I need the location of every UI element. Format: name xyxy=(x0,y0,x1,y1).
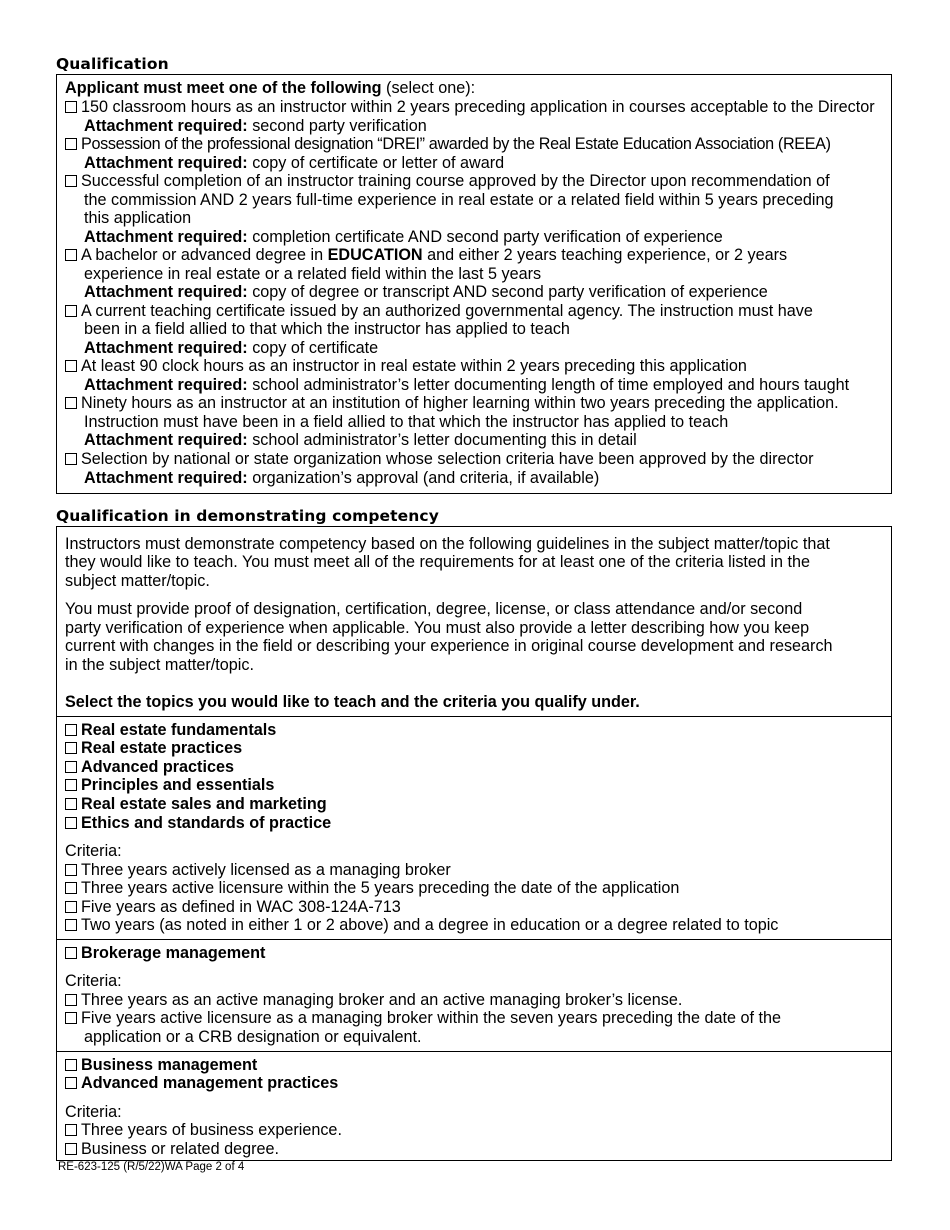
option-8-checkbox[interactable] xyxy=(65,453,77,465)
competency-para2-line: You must provide proof of designation, certification, degree, license, or class attendance and/or second xyxy=(65,600,803,618)
option-5-checkbox[interactable] xyxy=(65,305,77,317)
group2-criteria-1-checkbox[interactable] xyxy=(65,994,77,1006)
qualification-option: Possession of the professional designation “DREI” awarded by the Real Estate Education Association (REEA) xyxy=(65,135,831,154)
qualification-option: A bachelor or advanced degree in EDUCATION and either 2 years teaching experience, or 2 years xyxy=(65,246,787,265)
group1-criteria-4-checkbox[interactable] xyxy=(65,919,77,931)
section-divider xyxy=(57,716,891,717)
criteria-item: Five years as defined in WAC 308-124A-713 xyxy=(65,898,401,917)
topic-item: Ethics and standards of practice xyxy=(65,814,331,833)
topic-item: Real estate sales and marketing xyxy=(65,795,327,814)
option-continuation: this application xyxy=(84,209,192,227)
topic-item: Real estate practices xyxy=(65,739,242,758)
competency-para2-line: in the subject matter/topic. xyxy=(65,656,254,674)
option-7-checkbox[interactable] xyxy=(65,397,77,409)
section-divider xyxy=(57,939,891,940)
competency-box xyxy=(56,526,892,1161)
qualification-heading: Qualification xyxy=(56,55,169,73)
criteria-label: Criteria: xyxy=(65,842,122,860)
competency-heading: Qualification in demonstrating competency xyxy=(56,507,439,525)
topic-brokerage-management-checkbox[interactable] xyxy=(65,947,77,959)
topic-item: Advanced practices xyxy=(65,758,234,777)
qualification-option: Selection by national or state organization whose selection criteria have been approved by the director xyxy=(65,450,813,469)
criteria-item: Three years active licensure within the 5 years preceding the date of the application xyxy=(65,879,679,898)
topic-item: Real estate fundamentals xyxy=(65,721,276,740)
group1-criteria-3-checkbox[interactable] xyxy=(65,901,77,913)
criteria-label: Criteria: xyxy=(65,972,122,990)
competency-para2-line: party verification of experience when applicable. You must also provide a letter describing how you keep xyxy=(65,619,810,637)
topic-advanced-practices-checkbox[interactable] xyxy=(65,761,77,773)
topic-ethics-standards-checkbox[interactable] xyxy=(65,817,77,829)
option-continuation: the commission AND 2 years full-time experience in real estate or a related field within 5 years preceding xyxy=(84,191,834,209)
criteria-item: Three years actively licensed as a managing broker xyxy=(65,861,451,880)
attachment-note: Attachment required: second party verification xyxy=(84,117,427,135)
attachment-note: Attachment required: copy of certificate or letter of award xyxy=(84,154,505,172)
qualification-option: Ninety hours as an instructor at an institution of higher learning within two years preceding the application. xyxy=(65,394,839,413)
group1-criteria-2-checkbox[interactable] xyxy=(65,882,77,894)
topic-item: Principles and essentials xyxy=(65,776,274,795)
criteria-item: Three years as an active managing broker and an active managing broker’s license. xyxy=(65,991,682,1010)
option-continuation: experience in real estate or a related field within the last 5 years xyxy=(84,265,542,283)
qualification-intro: Applicant must meet one of the following (select one): xyxy=(65,79,476,97)
group3-criteria-2-checkbox[interactable] xyxy=(65,1143,77,1155)
option-2-checkbox[interactable] xyxy=(65,138,77,150)
option-continuation: Instruction must have been in a field allied to that which the instructor has applied to teach xyxy=(84,413,729,431)
qualification-option: A current teaching certificate issued by an authorized governmental agency. The instruction must have xyxy=(65,302,813,321)
qualification-option: At least 90 clock hours as an instructor in real estate within 2 years preceding this application xyxy=(65,357,747,376)
option-4-checkbox[interactable] xyxy=(65,249,77,261)
topic-principles-essentials-checkbox[interactable] xyxy=(65,779,77,791)
competency-para1-line: they would like to teach. You must meet all of the requirements for at least one of the criteria listed in the xyxy=(65,553,811,571)
attachment-note: Attachment required: copy of degree or transcript AND second party verification of experience xyxy=(84,283,768,301)
topic-item: Advanced management practices xyxy=(65,1074,338,1093)
option-6-checkbox[interactable] xyxy=(65,360,77,372)
criteria-label: Criteria: xyxy=(65,1103,122,1121)
topic-item: Brokerage management xyxy=(65,944,265,963)
qualification-option: Successful completion of an instructor training course approved by the Director upon recommendation of xyxy=(65,172,830,191)
topic-advanced-management-checkbox[interactable] xyxy=(65,1077,77,1089)
option-1-checkbox[interactable] xyxy=(65,101,77,113)
attachment-note: Attachment required: school administrator’s letter documenting this in detail xyxy=(84,431,637,449)
topic-business-management-checkbox[interactable] xyxy=(65,1059,77,1071)
group3-criteria-1-checkbox[interactable] xyxy=(65,1124,77,1136)
qualification-box xyxy=(56,74,892,494)
attachment-note: Attachment required: organization’s approval (and criteria, if available) xyxy=(84,469,600,487)
topic-real-estate-fundamentals-checkbox[interactable] xyxy=(65,724,77,736)
qualification-option: 150 classroom hours as an instructor within 2 years preceding application in courses acceptable to the Director xyxy=(65,98,875,117)
criteria-item: Three years of business experience. xyxy=(65,1121,342,1140)
attachment-note: Attachment required: completion certificate AND second party verification of experience xyxy=(84,228,723,246)
option-3-checkbox[interactable] xyxy=(65,175,77,187)
attachment-note: Attachment required: copy of certificate xyxy=(84,339,379,357)
competency-para1-line: subject matter/topic. xyxy=(65,572,210,590)
topic-real-estate-practices-checkbox[interactable] xyxy=(65,742,77,754)
option-continuation: been in a field allied to that which the instructor has applied to teach xyxy=(84,320,570,338)
criteria-item: Business or related degree. xyxy=(65,1140,279,1159)
competency-para1-line: Instructors must demonstrate competency based on the following guidelines in the subject matter/topic that xyxy=(65,535,830,553)
select-topics-instruction: Select the topics you would like to teach and the criteria you qualify under. xyxy=(65,693,640,711)
section-divider xyxy=(57,1051,891,1052)
form-footer: RE-623-125 (R/5/22)WA Page 2 of 4 xyxy=(58,1161,245,1173)
criteria-item: Two years (as noted in either 1 or 2 above) and a degree in education or a degree related to topic xyxy=(65,916,778,935)
attachment-note: Attachment required: school administrator’s letter documenting length of time employed and hours taught xyxy=(84,376,850,394)
criteria-continuation: application or a CRB designation or equivalent. xyxy=(84,1028,422,1046)
criteria-item: Five years active licensure as a managing broker within the seven years preceding the date of the xyxy=(65,1009,781,1028)
topic-sales-marketing-checkbox[interactable] xyxy=(65,798,77,810)
group2-criteria-2-checkbox[interactable] xyxy=(65,1012,77,1024)
group1-criteria-1-checkbox[interactable] xyxy=(65,864,77,876)
topic-item: Business management xyxy=(65,1056,257,1075)
competency-para2-line: current with changes in the field or describing your experience in original course development and research xyxy=(65,637,833,655)
